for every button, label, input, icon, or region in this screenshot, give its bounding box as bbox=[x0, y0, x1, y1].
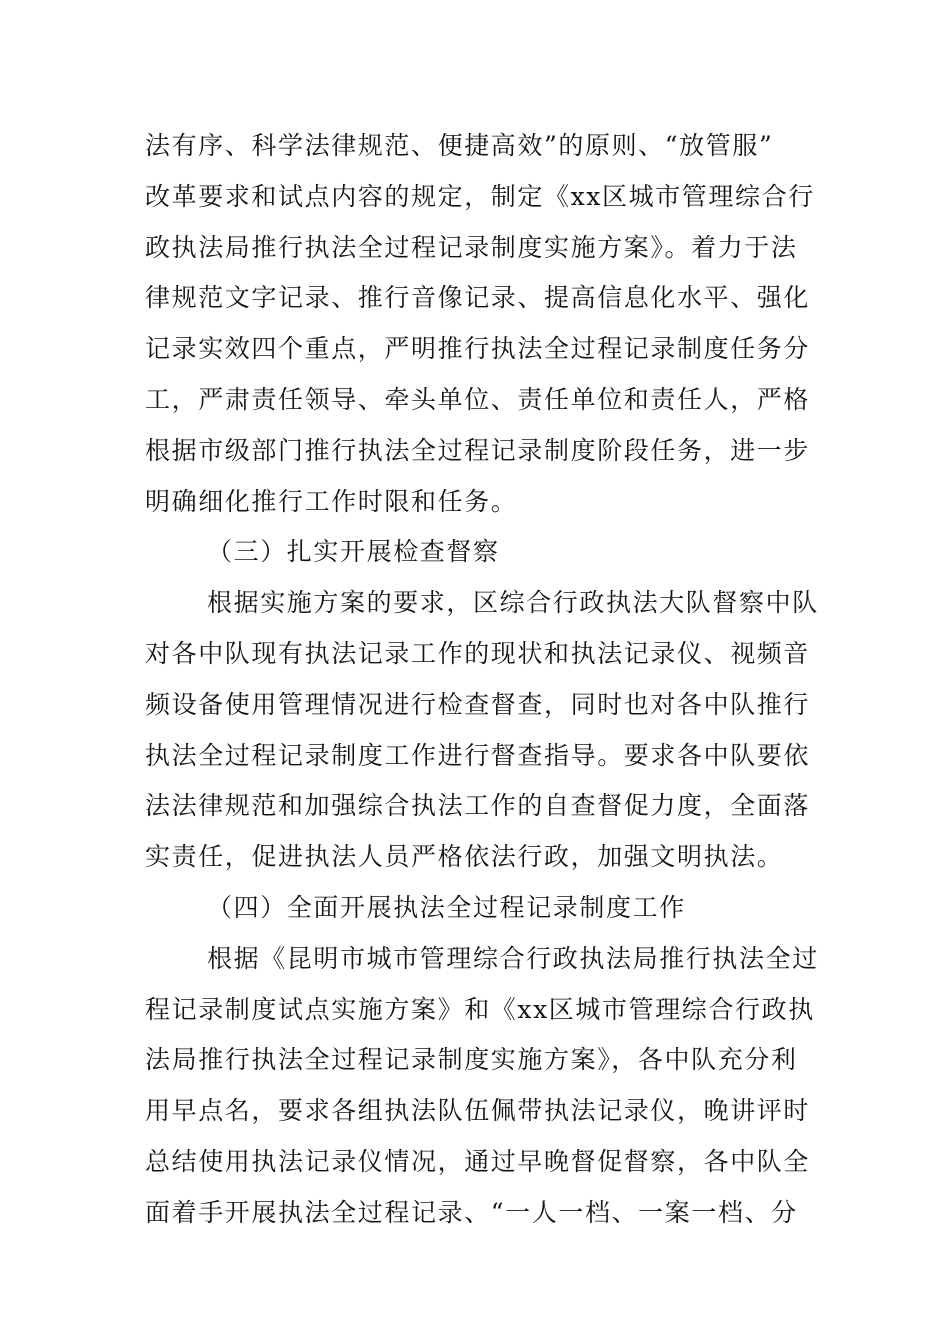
section-heading-4: （四）全面开展执法全过程记录制度工作 bbox=[207, 892, 686, 922]
text-line: 程记录制度试点实施方案》和《xx区城市管理综合行政执 bbox=[145, 994, 815, 1024]
text-line: 政执法局推行执法全过程记录制度实施方案》。着力于法 bbox=[145, 232, 798, 262]
text-line: 根据市级部门推行执法全过程记录制度阶段任务，进一步 bbox=[145, 435, 811, 465]
text-line: 记录实效四个重点，严明推行执法全过程记录制度任务分 bbox=[145, 334, 811, 364]
document-body bbox=[145, 124, 817, 1242]
text-line: 面着手开展执法全过程记录、“一人一档、一案一档、分 bbox=[145, 1197, 798, 1227]
paragraph-first-line: 根据实施方案的要求，区综合行政执法大队督察中队 bbox=[207, 588, 819, 618]
text-line: 改革要求和试点内容的规定，制定《xx区城市管理综合行 bbox=[145, 181, 815, 211]
text-line: 对各中队现有执法记录工作的现状和执法记录仪、视频音 bbox=[145, 638, 811, 668]
text-line: 法法律规范和加强综合执法工作的自查督促力度，全面落 bbox=[145, 791, 811, 821]
text-line: 用早点名，要求各组执法队伍佩带执法记录仪，晚讲评时 bbox=[145, 1096, 811, 1126]
text-line: 工，严肃责任领导、牵头单位、责任单位和责任人，严格 bbox=[145, 384, 811, 414]
text-line: 频设备使用管理情况进行检查督查，同时也对各中队推行 bbox=[145, 689, 811, 719]
text-line: 实责任，促进执法人员严格依法行政，加强文明执法。 bbox=[145, 842, 784, 872]
text-line: 总结使用执法记录仪情况，通过早晚督促督察，各中队全 bbox=[145, 1146, 811, 1176]
text-line: 法有序、科学法律规范、便捷高效”的原则、“放管服” bbox=[145, 131, 774, 160]
paragraph-first-line: 根据《昆明市城市管理综合行政执法局推行执法全过 bbox=[207, 943, 819, 973]
section-heading-3: （三）扎实开展检查督察 bbox=[207, 537, 500, 567]
text-line: 律规范文字记录、推行音像记录、提高信息化水平、强化 bbox=[145, 283, 811, 313]
text-line: 明确细化推行工作时限和任务。 bbox=[145, 486, 518, 516]
text-line: 法局推行执法全过程记录制度实施方案》，各中队充分利 bbox=[145, 1045, 798, 1075]
text-line: 执法全过程记录制度工作进行督查指导。要求各中队要依 bbox=[145, 740, 811, 770]
